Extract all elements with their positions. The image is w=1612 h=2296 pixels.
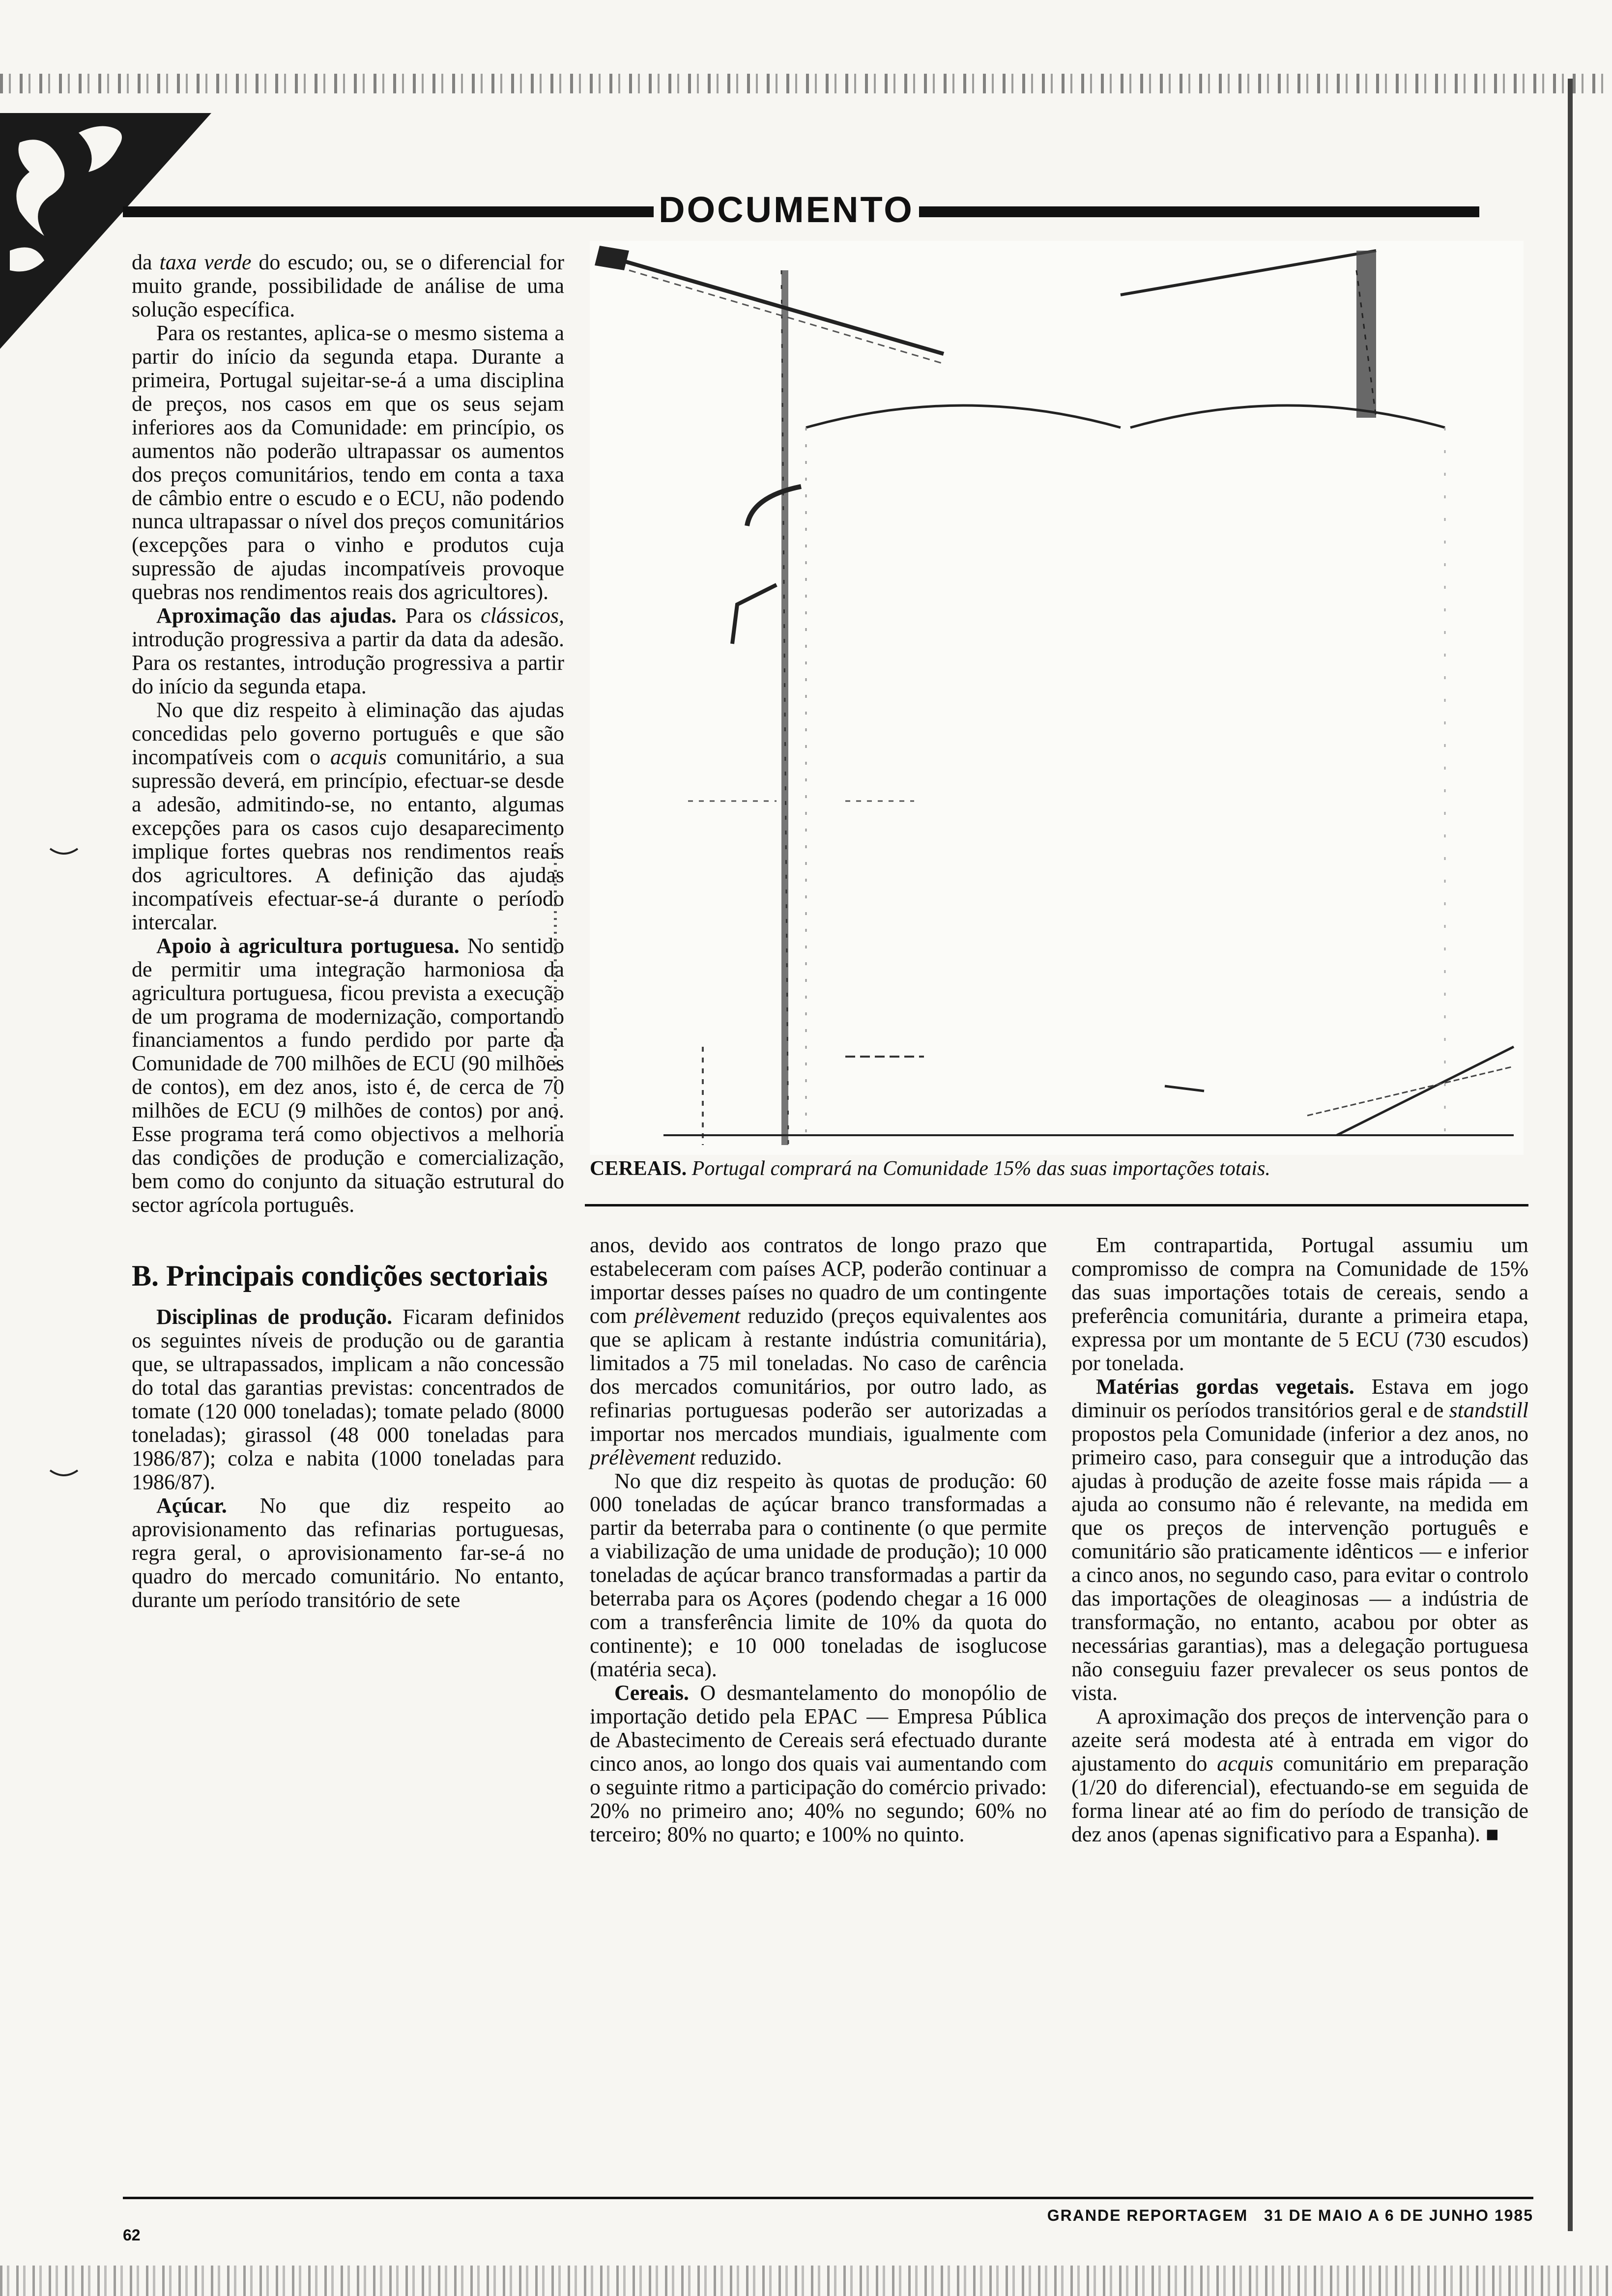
header-rule-right xyxy=(919,206,1479,217)
text-run: da xyxy=(132,250,160,274)
paragraph xyxy=(590,1234,1047,1469)
paragraph xyxy=(132,604,564,698)
italic-term: standstill xyxy=(1449,1398,1528,1422)
photo-caption xyxy=(590,1157,1533,1180)
text-run: No que diz respeito ao aprovisionamento das refinarias portuguesas, regra geral, o aprovisionamento far-se-á no quadro do mercado comunitário. No entanto, durante um período transitório de sete xyxy=(132,1493,564,1612)
section-title: DOCUMENTO xyxy=(659,189,914,230)
paragraph xyxy=(1071,1234,1528,1375)
run-in-heading: Disciplinas de produção. xyxy=(156,1305,393,1329)
margin-mark xyxy=(49,1469,79,1479)
footer-rule xyxy=(123,2197,1533,2199)
italic-term: prélèvement xyxy=(634,1303,741,1328)
paragraph xyxy=(1071,1375,1528,1705)
text-run: reduzido (preços equivalentes aos que se aplicam à restante indústria comunitária), limitados a 75 mil toneladas. No caso de carência dos mercados comunitários, por outro lado, as refinarias portuguesas poderão ser autorizadas a importar nos mercados mundiais, igualmente com xyxy=(590,1303,1047,1446)
page-edge-right xyxy=(1568,79,1573,2231)
margin-mark xyxy=(49,848,79,858)
text-run: propostos pela Comunidade (inferior a dez anos, no primeiro caso, para conseguir que a introdução das ajudas à produção de azeite fosse mais rápida — a ajuda ao consumo não é relevante, na medida em que os preços de intervenção português e comunitário são praticamente idênticos — e inferior a cinco anos, no segundo caso, para evitar o controlo das importações de oleaginosas — a indústria de transformação, no entanto, acabou por obter as necessárias garantias), mas a delegação portuguesa não conseguiu fazer prevalecer os seus pontos de vista. xyxy=(1071,1421,1528,1705)
text-run: anos, devido aos contratos de longo prazo que estabeleceram com países ACP, poderão continuar a importar desses países no quadro de um contingente com xyxy=(590,1233,1047,1328)
paragraph xyxy=(132,321,564,604)
paragraph xyxy=(132,1305,564,1494)
text-run: No que diz respeito às quotas de produção: 60 000 toneladas de açúcar branco transformadas a partir da beterraba para o continente (o que permite a viabilização de uma unidade de produção); 10 000 toneladas de açúcar branco transformadas a partir da beterraba para os Açores (podendo chegar a 16 000 com a transferência limite de 10% da quota do continente); e 10 000 toneladas de isoglucose (matéria seca). xyxy=(590,1468,1047,1682)
caption-rule xyxy=(585,1204,1528,1206)
run-in-heading: Aproximação das ajudas. xyxy=(156,603,397,628)
scan-edge-bottom xyxy=(0,2266,1612,2296)
text-run: Em contrapartida, Portugal assumiu um compromisso de compra na Comunidade de 15% das suas importações totais de cereais, sendo a preferência comunitária, durante a primeira etapa, expressa por um montante de 5 ECU (730 escudos) por tonelada. xyxy=(1071,1233,1528,1375)
photo-credit-mark xyxy=(541,835,570,1130)
page-number: 62 xyxy=(123,2226,141,2244)
italic-term: acquis xyxy=(1217,1751,1274,1776)
text-run: Ficaram definidos os seguintes níveis de produção ou de garantia que, se ultrapassados, implicam a não concessão do total das garantias previstas: concentrados de tomate (120 000 toneladas); tomate pelado (8000 toneladas); girassol (48 000 toneladas para 1986/87); colza e nabita (1000 toneladas para 1986/87). xyxy=(132,1305,564,1494)
text-run: No que diz respeito à eliminação das ajudas concedidas pelo governo português e que são incompatíveis com o xyxy=(132,698,564,770)
paragraph xyxy=(590,1681,1047,1846)
footer-publication-line xyxy=(1042,2207,1533,2225)
caption-text: Portugal comprará na Comunidade 15% das suas importações totais. xyxy=(691,1157,1270,1180)
italic-term: taxa verde xyxy=(159,250,252,274)
paragraph xyxy=(590,1469,1047,1682)
italic-term: acquis xyxy=(330,745,387,770)
text-run: Estava em jogo diminuir os períodos transitórios geral e de xyxy=(1071,1374,1528,1422)
text-run: A aproximação dos preços de intervenção para o azeite será modesta até à entrada em vigor do ajustamento do xyxy=(1071,1704,1528,1776)
paragraph xyxy=(132,1494,564,1612)
silo-crane-photo xyxy=(590,241,1524,1155)
text-run: do escudo; ou, se o diferencial for muito grande, possibilidade de análise de uma solução específica. xyxy=(132,250,564,321)
text-run: Para os xyxy=(396,603,481,628)
paragraph xyxy=(132,698,564,934)
section-heading: B. Principais condições sectoriais xyxy=(132,1260,548,1292)
scan-edge-top xyxy=(0,74,1612,93)
publication-name: GRANDE REPORTAGEM xyxy=(1047,2207,1248,2224)
run-in-heading: Cereais. xyxy=(614,1681,689,1705)
issue-date: 31 DE MAIO A 6 DE JUNHO 1985 xyxy=(1264,2207,1533,2224)
italic-term: clássicos, xyxy=(481,603,565,628)
run-in-heading: Matérias gordas vegetais. xyxy=(1096,1374,1354,1399)
caption-label: CEREAIS. xyxy=(590,1157,687,1180)
text-run: No sentido de permitir uma integração harmoniosa da agricultura portuguesa, ficou prevista a execução de um programa de modernização, comportando financiamentos a fundo perdido por parte da Comunidade de 700 milhões de ECU (90 milhões de contos), em dez anos, isto é, de cerca de 70 milhões de ECU (9 milhões de contos) por ano. Esse programa terá como objectivos a melhoria das condições de produção e comercialização, bem como do conjunto da situação estrutural do sector agrícola português. xyxy=(132,933,564,1217)
text-run: comunitário, a sua supressão deverá, em princípio, efectuar-se desde a adesão, admitindo-se, no entanto, algumas excepções para os casos cujo desaparecimento implique fortes quebras nos rendimentos reais dos agricultores. A definição das ajudas incompatíveis efectuar-se-á durante o período intercalar. xyxy=(132,745,564,934)
italic-term: prélèvement xyxy=(590,1445,695,1469)
text-column-3 xyxy=(1071,1234,1528,1846)
text-column-2 xyxy=(590,1234,1047,1846)
text-run: reduzido. xyxy=(695,1445,782,1469)
text-run: comunitário em preparação (1/20 do diferencial), efectuando-se em seguida de forma linear até ao fim do período de transição de dez anos (apenas significativo para a Espanha). ■ xyxy=(1071,1751,1528,1846)
text-run: Para os restantes, aplica-se o mesmo sistema a partir do início da segunda etapa. Durante a primeira, Portugal sujeitar-se-á a uma disciplina de preços, nos casos em que os seus sejam inferiores aos da Comunidade: em princípio, os aumentos não poderão ultrapassar os aumentos dos preços comunitários, tendo em conta a taxa de câmbio entre o escudo e o ECU, não podendo nunca ultrapassar o nível dos preços comunitários (excepções para o vinho e produtos cuja supressão de ajudas incompatíveis provoque quebras nos rendimentos reais dos agricultores). xyxy=(132,320,564,604)
text-column-1 xyxy=(132,251,564,1611)
header-rule-left xyxy=(123,206,654,217)
paragraph xyxy=(132,251,564,321)
text-run: introdução progressiva a partir da data da adesão. Para os restantes, introdução progressiva a partir do início da segunda etapa. xyxy=(132,627,564,699)
paragraph xyxy=(1071,1705,1528,1846)
run-in-heading: Açúcar. xyxy=(156,1493,227,1518)
run-in-heading: Apoio à agricultura portuguesa. xyxy=(156,933,460,958)
text-run: O desmantelamento do monopólio de importação detido pela EPAC — Empresa Pública de Abastecimento de Cereais será efectuado durante cinco anos, ao longo dos quais vai aumentando com o seguinte ritmo a participação do comércio privado: 20% no primeiro ano; 40% no segundo; 60% no terceiro; 80% no quarto; e 100% no quinto. xyxy=(590,1681,1047,1846)
paragraph xyxy=(132,934,564,1217)
